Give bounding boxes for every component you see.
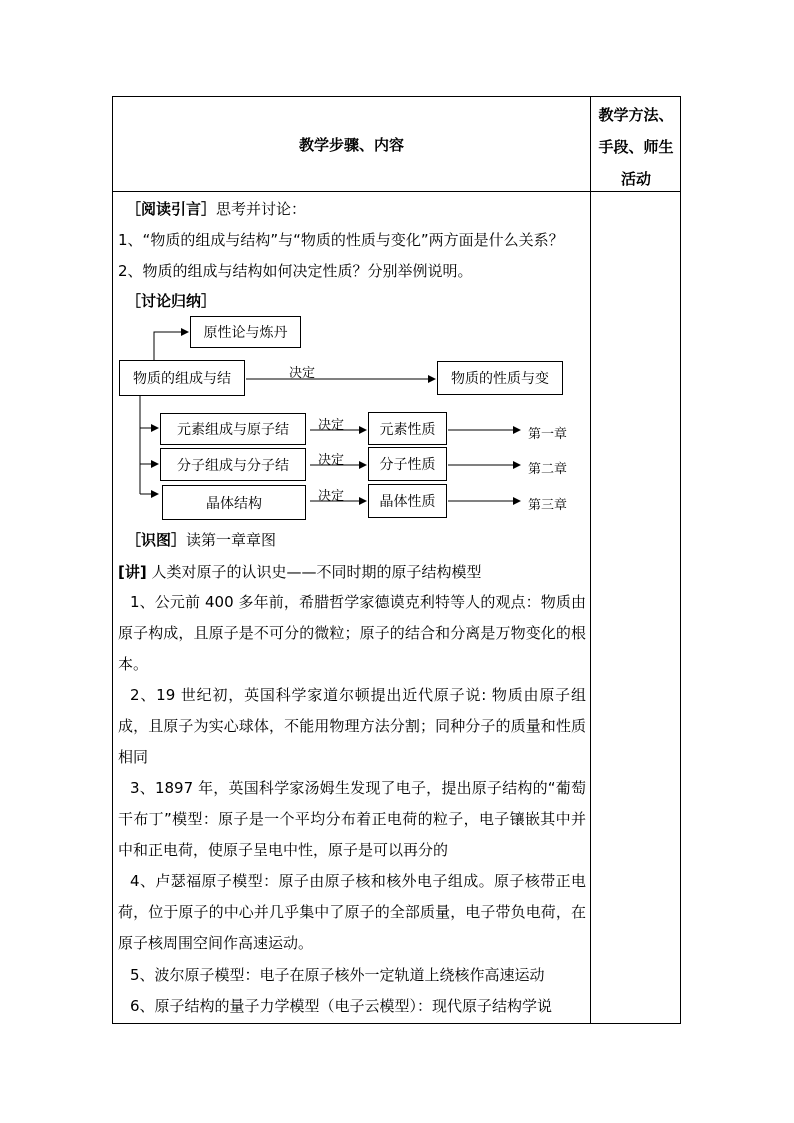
figure-read-text: 读第一章章图	[186, 531, 277, 549]
box-structure: 物质的组成与结	[119, 360, 245, 396]
row-2-left-box: 分子组成与分子结	[160, 448, 306, 481]
header-methods-line-3: 活动	[620, 170, 651, 188]
question-2: 2、物质的组成与结构如何决定性质？分别举例说明。	[118, 262, 473, 280]
history-item-5: 5、波尔原子模型：电子在原子核外一定轨道上绕核作高速运动	[130, 966, 545, 984]
row-3-left-box: 晶体结构	[162, 485, 306, 520]
read-lead-text: 思考并讨论：	[216, 200, 307, 218]
figure-read-tag: ［识图］	[126, 531, 187, 549]
row-1-chapter: 第一章	[528, 427, 568, 442]
row-3-chapter: 第三章	[528, 498, 568, 513]
figure-read-line	[126, 529, 276, 550]
row-2-decide: 决定	[318, 453, 345, 468]
history-item-3: 3、1897 年，英国科学家汤姆生发现了电子，提出原子结构的“葡萄干布丁”模型：原子是一个平均分布着正电荷的粒子，电子镶嵌其中并中和正电荷，使原子呈电中性，原子是可以再分的	[118, 779, 586, 859]
read-lead-tag: ［阅读引言］	[126, 200, 217, 218]
row-1-mid-box: 元素性质	[368, 412, 447, 445]
row-3-decide: 决定	[318, 489, 345, 504]
history-item-1: 1、公元前 400 多年前，希腊哲学家德谟克利特等人的观点：物质由原子构成，且原子是不可分的微粒；原子的结合和分离是万物变化的根本。	[118, 593, 586, 673]
header-methods-line-1: 教学方法、	[598, 106, 674, 124]
header-steps-content: 教学步骤、内容	[298, 135, 404, 154]
box-origin-theory: 原性论与炼丹	[190, 316, 301, 348]
header-methods	[591, 97, 681, 191]
read-lead-line	[126, 198, 306, 219]
header-methods-line-2: 手段、师生	[598, 138, 674, 156]
column-divider	[590, 97, 591, 1023]
label-decide-main: 决定	[289, 366, 316, 381]
row-3-mid-box: 晶体性质	[368, 484, 447, 518]
row-2-chapter: 第二章	[528, 462, 568, 477]
row-2-mid-box: 分子性质	[368, 447, 447, 481]
lecture-tag: [讲]	[118, 563, 147, 581]
row-1-left-box: 元素组成与原子结	[160, 413, 306, 445]
discuss-tag: ［讨论归纳］	[126, 292, 217, 310]
history-item-4: 4、卢瑟福原子模型：原子由原子核和核外电子组成。原子核带正电荷，位于原子的中心并几乎集中了原子的全部质量，电子带负电荷，在原子核周围空间作高速运动。	[118, 872, 586, 952]
lecture-line	[118, 561, 482, 582]
question-1: 1、“物质的组成与结构”与“物质的性质与变化”两方面是什么关系？	[118, 231, 564, 249]
history-item-2: 2、19 世纪初，英国科学家道尔顿提出近代原子说: 物质由原子组成，且原子为实心球体，不能用物理方法分割；同种分子的质量和性质相同	[118, 686, 586, 766]
row-1-decide: 决定	[318, 418, 345, 433]
box-property: 物质的性质与变	[437, 361, 563, 395]
lecture-text: 人类对原子的认识史——不同时期的原子结构模型	[151, 563, 482, 581]
history-item-6: 6、原子结构的量子力学模型（电子云模型）：现代原子结构学说	[130, 997, 553, 1015]
